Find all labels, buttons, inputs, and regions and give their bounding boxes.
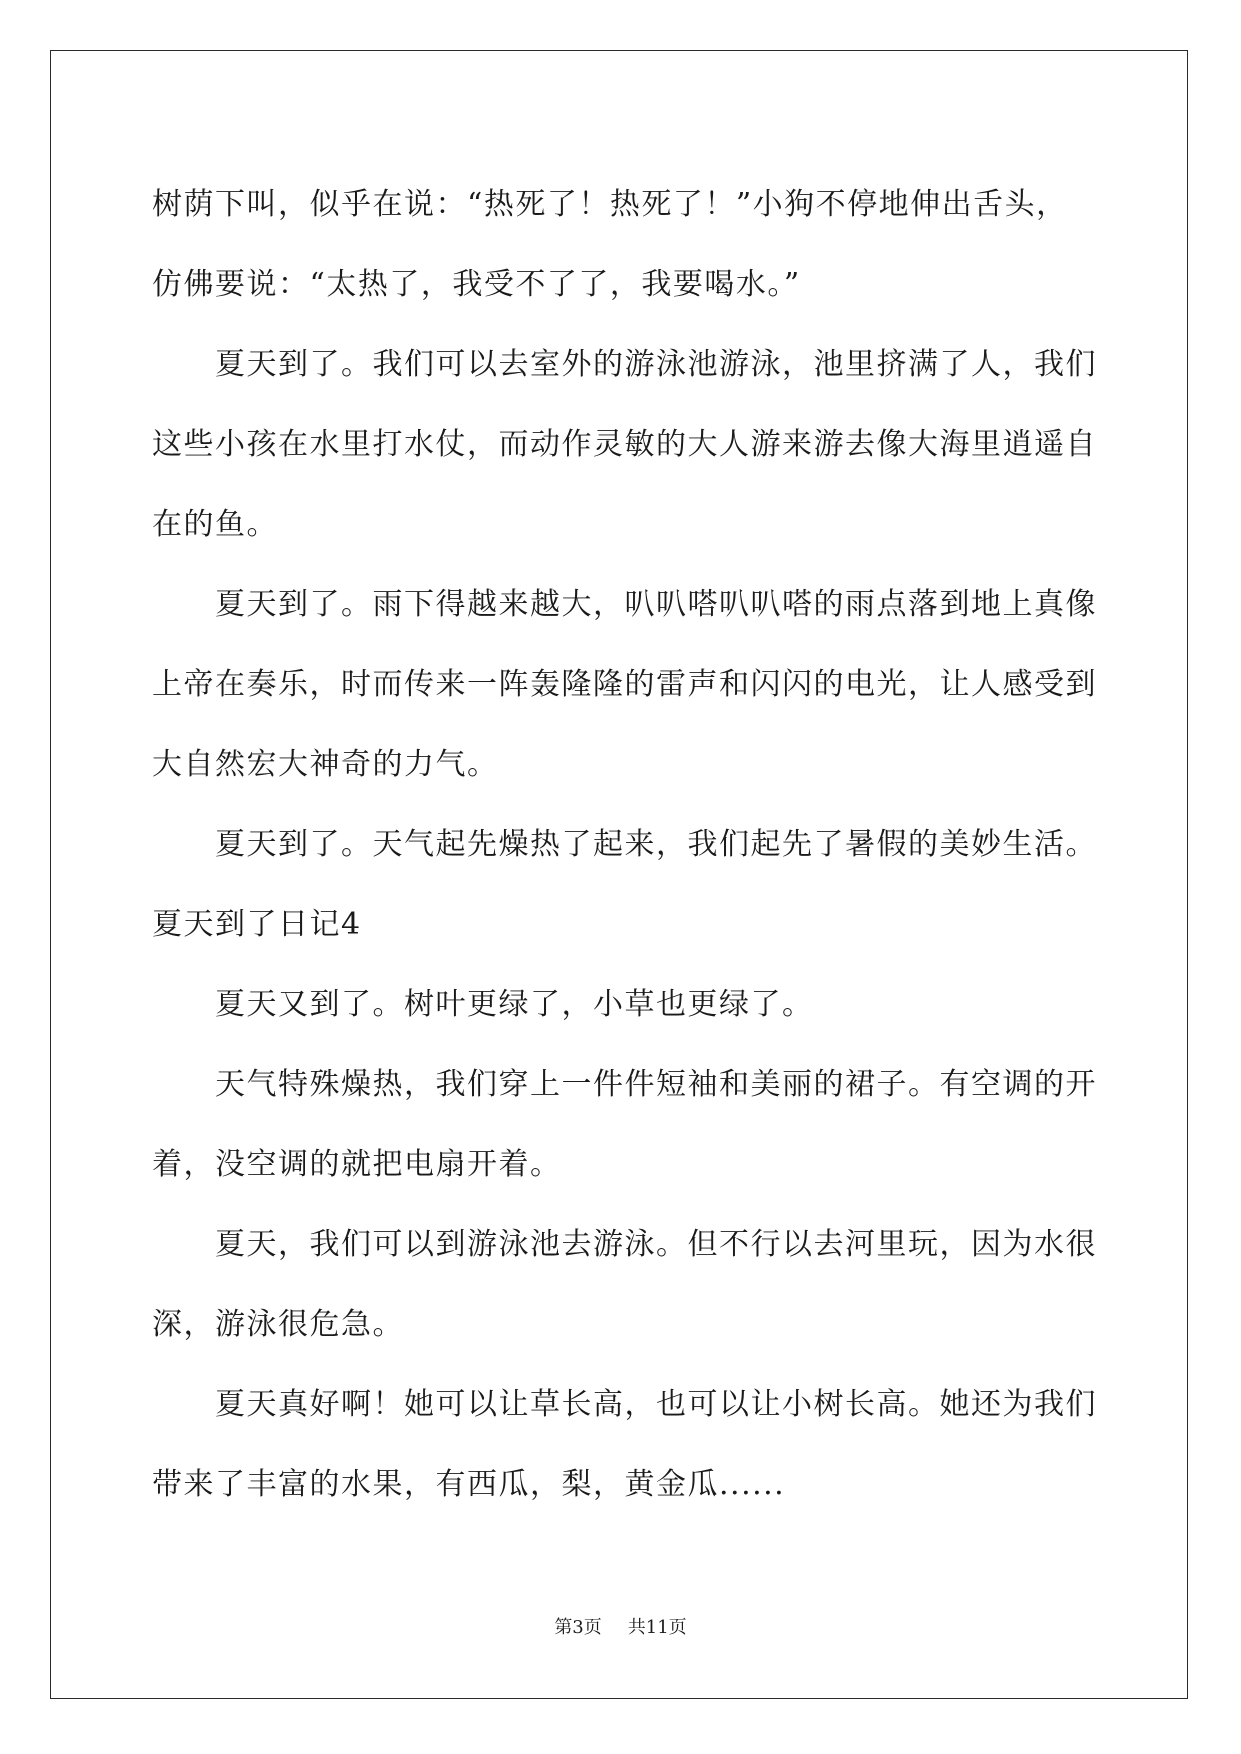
text-line: 带来了丰富的水果，有西瓜，梨，黄金瓜......: [152, 1467, 786, 1502]
page-number-total: 共11页: [627, 1617, 687, 1638]
text-line: 仿佛要说：“太热了，我受不了了，我要喝水。”: [152, 267, 801, 302]
text-line: 上帝在奏乐，时而传来一阵轰隆隆的雷声和闪闪的电光，让人感受到: [152, 667, 1097, 702]
text-line: 树荫下叫，似乎在说：“热死了！热死了！”小狗不停地伸出舌头，: [152, 187, 1068, 222]
page-number-current: 第3页: [554, 1617, 602, 1638]
paragraph-start-line: 夏天到了。天气起先燥热了起来，我们起先了暑假的美妙生活。: [215, 827, 1097, 862]
text-line: 着，没空调的就把电扇开着。: [152, 1147, 562, 1182]
paragraph-start-line: 夏天真好啊！她可以让草长高，也可以让小树长高。她还为我们: [215, 1387, 1097, 1422]
page-footer: [0, 1613, 1241, 1639]
text-line: 大自然宏大神奇的力气。: [152, 747, 499, 782]
text-line: 在的鱼。: [152, 507, 278, 542]
paragraph-start-line: 夏天到了。我们可以去室外的游泳池游泳，池里挤满了人，我们: [215, 347, 1097, 382]
paragraph-start-line: 夏天，我们可以到游泳池去游泳。但不行以去河里玩，因为水很: [215, 1227, 1097, 1262]
text-line: 这些小孩在水里打水仗，而动作灵敏的大人游来游去像大海里逍遥自: [152, 427, 1097, 462]
paragraph-start-line: 夏天到了。雨下得越来越大，叭叭嗒叭叭嗒的雨点落到地上真像: [215, 587, 1097, 622]
section-title: 夏天到了日记4: [152, 907, 362, 942]
paragraph-start-line: 夏天又到了。树叶更绿了，小草也更绿了。: [215, 987, 814, 1022]
text-line: 深，游泳很危急。: [152, 1307, 404, 1342]
document-body: [152, 165, 1097, 1525]
paragraph-start-line: 天气特殊燥热，我们穿上一件件短袖和美丽的裙子。有空调的开: [215, 1067, 1097, 1102]
